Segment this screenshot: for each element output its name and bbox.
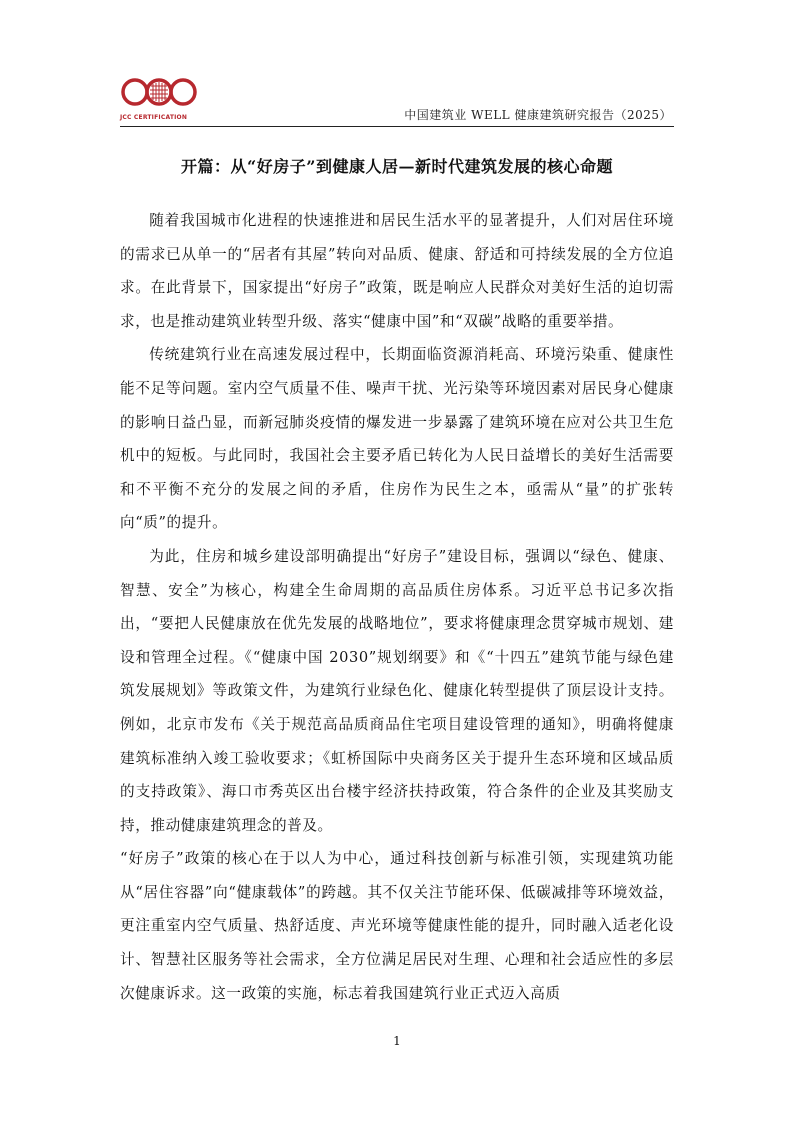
jcc-logo-icon	[120, 72, 198, 114]
paragraph: 为此，住房和城乡建设部明确提出“好房子”建设目标，强调以“绿色、健康、智慧、安全”为核心，构建全生命周期的高品质住房体系。习近平总书记多次指出，“要把人民健康放在优先发展的战略地位”，要求将健康理念贯穿城市规划、建设和管理全过程。《“健康中国 2030”规划纲要》和《“十四五”建筑节能与绿色建筑发展规划》等政策文件，为建筑行业绿色化、健康化转型提供了顶层设计支持。例如，北京市发布《关于规范高品质商品住宅项目建设管理的通知》，明确将健康建筑标准纳入竣工验收要求；《虹桥国际中央商务区关于提升生态环境和区域品质的支持政策》、海口市秀英区出台楼宇经济扶持政策，符合条件的企业及其奖励支持，推动健康建筑理念的普及。	[120, 547, 674, 834]
header-divider	[120, 126, 674, 127]
jcc-logo	[120, 72, 198, 124]
report-title: 中国建筑业 WELL 健康建筑研究报告（2025）	[404, 108, 672, 122]
paragraph: 随着我国城市化进程的快速推进和居民生活水平的显著提升，人们对居住环境的需求已从单一的“居者有其屋”转向对品质、健康、舒适和可持续发展的全方位追求。在此背景下，国家提出“好房子”政策，既是响应人民群众对美好生活的迫切需求，也是推动建筑业转型升级、落实“健康中国”和“双碳”战略的重要举措。	[120, 212, 674, 330]
page-number: 1	[393, 1034, 401, 1048]
page-header	[120, 72, 674, 126]
body-text	[120, 204, 674, 1010]
logo-text: JCC CERTIFICATION	[120, 114, 188, 121]
paragraph: “好房子”政策的核心在于以人为中心，通过科技创新与标准引领，实现建筑功能从“居住容器”向“健康载体”的跨越。其不仅关注节能环保、低碳减排等环境效益，更注重室内空气质量、热舒适度、声光环境等健康性能的提升，同时融入适老化设计、智慧社区服务等社会需求，全方位满足居民对生理、心理和社会适应性的多层次健康诉求。这一政策的实施，标志着我国建筑行业正式迈入高质	[120, 850, 674, 1002]
chapter-headline: 开篇：从“好房子”到健康人居—新时代建筑发展的核心命题	[181, 157, 613, 176]
paragraph: 传统建筑行业在高速发展过程中，长期面临资源消耗高、环境污染重、健康性能不足等问题。室内空气质量不佳、噪声干扰、光污染等环境因素对居民身心健康的影响日益凸显，而新冠肺炎疫情的爆发进一步暴露了建筑环境在应对公共卫生危机中的短板。与此同时，我国社会主要矛盾已转化为人民日益增长的美好生活需要和不平衡不充分的发展之间的矛盾，住房作为民生之本，亟需从“量”的扩张转向“质”的提升。	[120, 346, 674, 532]
